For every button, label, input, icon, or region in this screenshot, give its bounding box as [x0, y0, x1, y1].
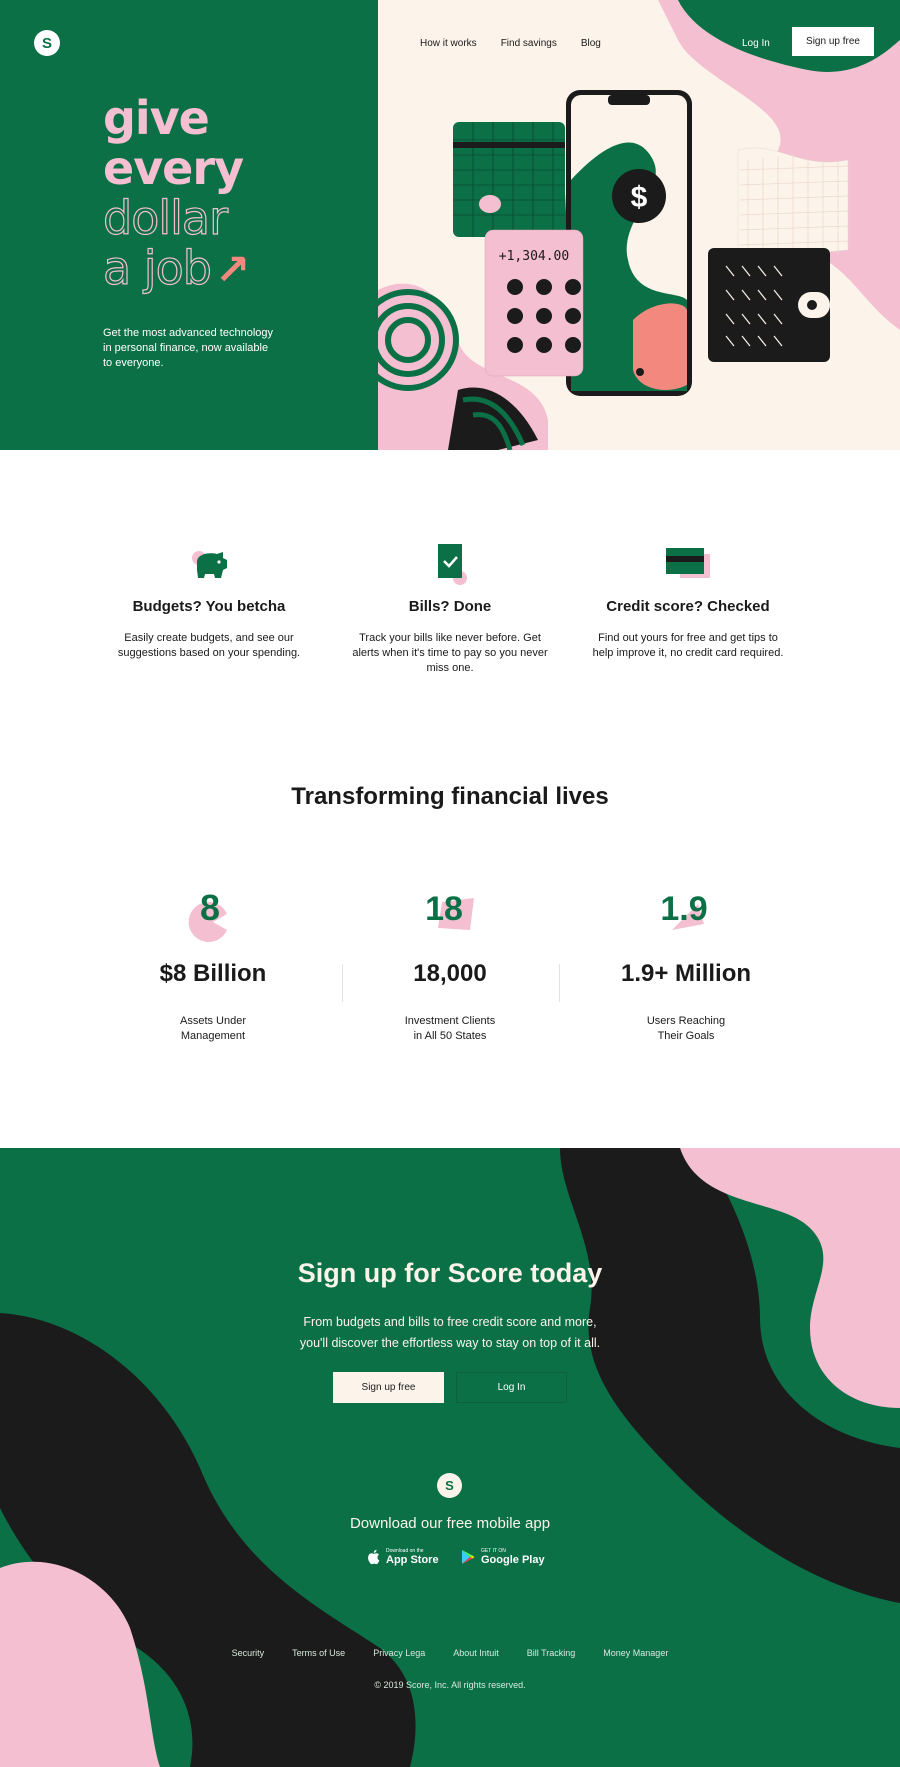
features-section — [0, 540, 900, 700]
feature-budgets — [109, 540, 309, 661]
cta-signup-button[interactable]: Sign up free — [333, 1372, 444, 1403]
footer-link-money-manager[interactable]: Money Manager — [603, 1648, 669, 1658]
stat-graphic-number: 18 — [425, 890, 463, 928]
top-nav — [420, 38, 601, 49]
stat-label-line: Management — [180, 1030, 246, 1042]
footer-logo[interactable]: S — [437, 1473, 462, 1498]
cta-background-shapes — [0, 1148, 900, 1767]
stat-label-line: Users Reaching — [646, 1015, 726, 1027]
logo[interactable]: S — [34, 30, 60, 56]
hero-headline — [103, 93, 249, 295]
cta-login-button[interactable]: Log In — [456, 1372, 567, 1403]
feature-text: Find out yours for free and get tips to help improve it, no credit card required. — [592, 632, 784, 659]
google-play-icon — [461, 1549, 475, 1565]
feature-text: Easily create budgets, and see our suggestions based on your spending. — [117, 632, 301, 659]
app-store-text: App Store — [386, 1554, 439, 1566]
dollar-symbol: $ — [630, 181, 648, 214]
stat-graphic-number: 8 — [199, 887, 221, 928]
piggy-bank-icon — [179, 540, 239, 590]
hero-illustration-art — [378, 0, 900, 450]
cta-title: Sign up for Score today — [297, 1258, 603, 1288]
stat-clients — [350, 880, 550, 1044]
google-play-small-text: GET IT ON — [481, 1548, 506, 1554]
cta-section — [0, 1148, 900, 1767]
stat-label — [350, 1014, 550, 1044]
apple-icon — [366, 1549, 380, 1565]
feature-text: Track your bills like never before. Get alerts when it's time to pay so you never miss one. — [352, 632, 548, 674]
phone-amount: +1,304.00 — [498, 249, 570, 264]
stat-value: $8 Billion — [159, 960, 267, 987]
stat-label-line: Their Goals — [657, 1030, 715, 1042]
login-link[interactable]: Log In — [742, 38, 770, 49]
cta-subtitle-line: you'll discover the effortless way to stay on top of it all. — [299, 1336, 601, 1350]
stat-graphic-1-9 — [586, 880, 786, 950]
headline-line-3: dollar — [103, 191, 228, 245]
stat-label-line: in All 50 States — [413, 1030, 487, 1042]
feature-credit — [588, 540, 788, 661]
headline-line-4-row — [103, 243, 249, 295]
stats-title: Transforming financial lives — [291, 783, 609, 810]
feature-title: Bills? Done — [408, 598, 492, 615]
arrow-up-right-icon: ↗ — [214, 245, 250, 294]
headline-line-2: every — [103, 141, 244, 195]
footer-link-privacy[interactable]: Privacy Lega — [373, 1648, 426, 1658]
copyright: © 2019 Score, Inc. All rights reserved. — [374, 1680, 526, 1690]
nav-find-savings[interactable]: Find savings — [500, 38, 557, 49]
nav-how-it-works[interactable]: How it works — [420, 38, 477, 49]
credit-card-icon — [658, 540, 718, 590]
feature-title: Credit score? Checked — [606, 598, 770, 615]
headline-line-1: give — [103, 91, 209, 145]
footer-link-terms[interactable]: Terms of Use — [292, 1648, 346, 1658]
headline-line-4: a job — [103, 241, 211, 295]
cta-subtitle-line: From budgets and bills to free credit score and more, — [303, 1315, 597, 1329]
cta-subtitle — [0, 1312, 900, 1354]
stat-graphic-18 — [350, 880, 550, 950]
bill-check-icon — [420, 540, 480, 590]
hero-illustration — [378, 0, 900, 450]
stat-label — [113, 1014, 313, 1044]
stat-graphic-number: 1.9 — [660, 890, 708, 928]
stat-label-line: Assets Under — [179, 1015, 247, 1027]
feature-title: Budgets? You betcha — [132, 598, 286, 615]
signup-button[interactable]: Sign up free — [792, 27, 874, 56]
footer-links — [0, 1648, 900, 1658]
nav-blog[interactable]: Blog — [580, 38, 601, 49]
stat-divider — [559, 964, 560, 1002]
hero-subtitle: Get the most advanced technology in personal finance, now available to everyone. — [103, 327, 273, 369]
download-app-heading: Download our free mobile app — [349, 1515, 551, 1532]
stat-value: 1.9+ Million — [620, 960, 752, 987]
google-play-badge[interactable] — [461, 1548, 545, 1566]
footer-link-security[interactable]: Security — [231, 1648, 265, 1658]
stat-users — [586, 880, 786, 1044]
app-store-small-text: Download on the — [386, 1548, 424, 1554]
stat-label-line: Investment Clients — [404, 1015, 496, 1027]
feature-bills — [350, 540, 550, 676]
stat-label — [586, 1014, 786, 1044]
footer-link-about[interactable]: About Intuit — [453, 1648, 499, 1658]
app-store-badge[interactable] — [366, 1548, 439, 1566]
stat-divider — [342, 964, 343, 1002]
stat-graphic-8 — [113, 880, 313, 950]
hero-section — [0, 0, 900, 450]
footer-link-bill-tracking[interactable]: Bill Tracking — [526, 1648, 576, 1658]
google-play-text: Google Play — [481, 1554, 545, 1566]
stat-value: 18,000 — [413, 960, 487, 987]
stat-assets — [113, 880, 313, 1044]
